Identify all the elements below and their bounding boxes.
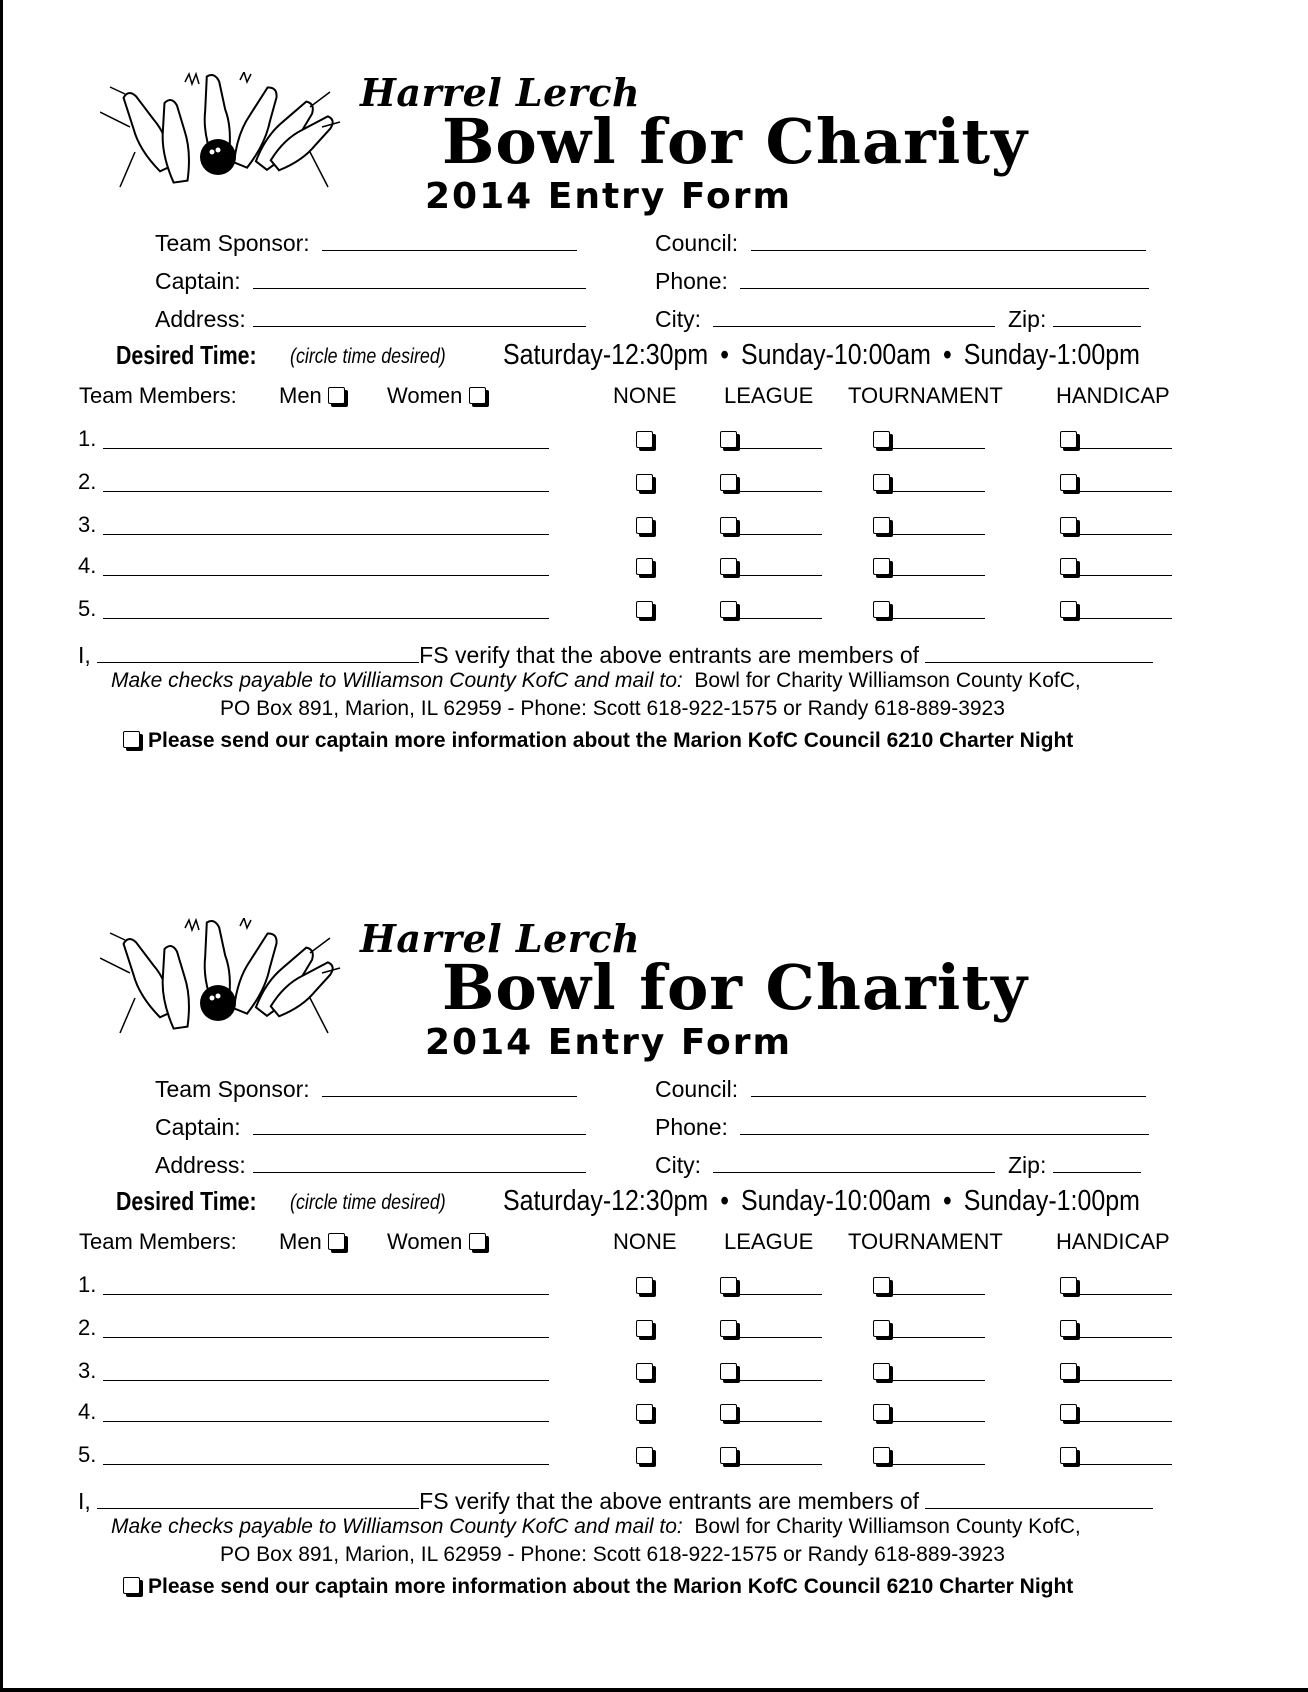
entry-form-2 [0, 846, 1308, 1666]
league-average-line[interactable] [740, 617, 822, 619]
handicap-average-line[interactable] [1080, 1463, 1172, 1465]
tournament-average-line[interactable] [893, 1463, 985, 1465]
bullet-separator: • [720, 1185, 729, 1217]
none-checkbox[interactable] [636, 1320, 653, 1337]
league-checkbox[interactable] [720, 1363, 737, 1380]
bullet-separator: • [942, 1185, 952, 1217]
team-sponsor-field[interactable] [155, 1074, 577, 1103]
city-label: City: [655, 1152, 701, 1178]
men-checkbox-group[interactable] [279, 1229, 345, 1255]
member-name-line[interactable] [103, 447, 549, 449]
league-checkbox[interactable] [720, 1277, 737, 1294]
fs-name-line[interactable] [97, 1486, 419, 1509]
tournament-average-line[interactable] [893, 1379, 985, 1381]
handicap-checkbox[interactable] [1060, 1447, 1077, 1464]
time-option-sunday-100[interactable]: Sunday-1:00pm [963, 339, 1140, 371]
info-request-checkbox[interactable] [123, 1577, 140, 1594]
zip-line[interactable] [1053, 1150, 1141, 1173]
info-request-label: Please send our captain more information about the Marion KofC Council 6210 Charter Night [148, 729, 1074, 752]
city-field[interactable] [655, 304, 995, 333]
city-line[interactable] [713, 1150, 995, 1173]
time-option-saturday-1230[interactable]: Saturday-12:30pm [503, 339, 709, 371]
verification-statement [78, 640, 1153, 669]
council-label: Council: [655, 1076, 739, 1102]
row-number: 1. [78, 426, 97, 451]
mailing-address: PO Box 891, Marion, IL 62959 - Phone: Scott 618-922-1575 or Randy 618-889-3923 [220, 697, 1005, 720]
league-checkbox[interactable] [720, 1320, 737, 1337]
tournament-average-line[interactable] [893, 1336, 985, 1338]
event-subtitle: Harrel Lerch [360, 70, 641, 115]
handicap-checkbox[interactable] [1060, 601, 1077, 618]
handicap-checkbox[interactable] [1060, 1363, 1077, 1380]
men-checkbox-group[interactable] [279, 383, 345, 409]
entry-form-1 [0, 0, 1308, 820]
mailing-address: PO Box 891, Marion, IL 62959 - Phone: Scott 618-922-1575 or Randy 618-889-3923 [220, 1543, 1005, 1566]
tournament-checkbox[interactable] [873, 1363, 890, 1380]
league-average-line[interactable] [740, 574, 822, 576]
address-label: Address: [155, 306, 246, 332]
league-average-line[interactable] [740, 447, 822, 449]
league-checkbox[interactable] [720, 431, 737, 448]
city-label: City: [655, 306, 701, 332]
captain-field[interactable] [155, 1112, 586, 1141]
mailing-italic: Make checks payable to Williamson County KofC and mail to: [111, 1515, 683, 1538]
member-name-line[interactable] [103, 1463, 549, 1465]
mailing-instructions [111, 669, 1081, 693]
mailing-instructions [111, 1515, 1081, 1539]
team-sponsor-label: Team Sponsor: [155, 230, 310, 256]
bowling-pins-strike-icon [100, 918, 350, 1038]
women-checkbox-group[interactable] [387, 383, 486, 409]
league-checkbox[interactable] [720, 474, 737, 491]
member-name-line[interactable] [103, 574, 549, 576]
handicap-average-line[interactable] [1080, 1379, 1172, 1381]
verify-prefix: I, [78, 1488, 91, 1514]
captain-line[interactable] [253, 266, 586, 289]
zip-line[interactable] [1053, 304, 1141, 327]
handicap-average-line[interactable] [1080, 1420, 1172, 1422]
desired-time-options [503, 339, 1140, 372]
team-sponsor-line[interactable] [322, 228, 577, 251]
row-number: 5. [78, 596, 97, 621]
league-average-line[interactable] [740, 533, 822, 535]
league-average-line[interactable] [740, 1463, 822, 1465]
member-name-line[interactable] [103, 1379, 549, 1381]
council-field[interactable] [655, 1074, 1146, 1103]
row-number: 1. [78, 1272, 97, 1297]
tournament-checkbox[interactable] [873, 1320, 890, 1337]
mailing-italic: Make checks payable to Williamson County KofC and mail to: [111, 669, 683, 692]
league-checkbox[interactable] [720, 1404, 737, 1421]
league-checkbox[interactable] [720, 601, 737, 618]
tournament-average-line[interactable] [893, 533, 985, 535]
tournament-average-line[interactable] [893, 490, 985, 492]
desired-time-note: (circle time desired) [290, 345, 446, 368]
league-average-line[interactable] [740, 1293, 822, 1295]
desired-time-options [503, 1185, 1140, 1218]
verify-text: FS verify that the above entrants are members of [419, 1488, 920, 1514]
row-number: 4. [78, 1399, 97, 1424]
phone-label: Phone: [655, 268, 728, 294]
council-line[interactable] [751, 228, 1146, 251]
column-none: NONE [613, 1229, 677, 1254]
team-members-label: Team Members: [79, 1229, 237, 1254]
council-label: Council: [655, 230, 739, 256]
tournament-average-line[interactable] [893, 617, 985, 619]
handicap-checkbox[interactable] [1060, 431, 1077, 448]
mailing-recipient: Bowl for Charity Williamson County KofC, [694, 1515, 1081, 1538]
member-name-line[interactable] [103, 1336, 549, 1338]
column-league: LEAGUE [724, 1229, 814, 1254]
council-field[interactable] [655, 228, 1146, 257]
row-number: 4. [78, 553, 97, 578]
none-checkbox[interactable] [636, 1404, 653, 1421]
team-sponsor-label: Team Sponsor: [155, 1076, 310, 1102]
desired-time-label: Desired Time: [116, 1186, 257, 1216]
tournament-checkbox[interactable] [873, 601, 890, 618]
tournament-average-line[interactable] [893, 1420, 985, 1422]
form-title: 2014 Entry Form [425, 1022, 793, 1063]
page-border-bottom [0, 1688, 1308, 1692]
none-checkbox[interactable] [636, 517, 653, 534]
column-handicap: HANDICAP [1056, 383, 1170, 408]
member-name-line[interactable] [103, 490, 549, 492]
captain-line[interactable] [253, 1112, 586, 1135]
info-request[interactable] [123, 729, 1073, 753]
handicap-average-line[interactable] [1080, 533, 1172, 535]
handicap-checkbox[interactable] [1060, 1277, 1077, 1294]
member-name-line[interactable] [103, 1420, 549, 1422]
handicap-checkbox[interactable] [1060, 1320, 1077, 1337]
council-membership-line[interactable] [925, 1486, 1153, 1509]
tournament-checkbox[interactable] [873, 1277, 890, 1294]
row-number: 3. [78, 512, 97, 537]
row-number: 5. [78, 1442, 97, 1467]
phone-field[interactable] [655, 266, 1149, 295]
league-average-line[interactable] [740, 1379, 822, 1381]
time-option-sunday-100[interactable]: Sunday-1:00pm [963, 1185, 1140, 1217]
handicap-average-line[interactable] [1080, 574, 1172, 576]
none-checkbox[interactable] [636, 431, 653, 448]
men-checkbox[interactable] [328, 387, 345, 404]
tournament-checkbox[interactable] [873, 558, 890, 575]
none-checkbox[interactable] [636, 1447, 653, 1464]
council-line[interactable] [751, 1074, 1146, 1097]
city-line[interactable] [713, 304, 995, 327]
women-label: Women [387, 1229, 463, 1254]
handicap-checkbox[interactable] [1060, 474, 1077, 491]
women-checkbox-group[interactable] [387, 1229, 486, 1255]
zip-field[interactable] [1008, 1150, 1141, 1179]
time-option-sunday-1000[interactable]: Sunday-10:00am [741, 339, 931, 371]
league-checkbox[interactable] [720, 517, 737, 534]
verify-text: FS verify that the above entrants are members of [419, 642, 920, 668]
captain-label: Captain: [155, 1114, 241, 1140]
info-request-checkbox[interactable] [123, 731, 140, 748]
tournament-average-line[interactable] [893, 447, 985, 449]
city-field[interactable] [655, 1150, 995, 1179]
time-option-saturday-1230[interactable]: Saturday-12:30pm [503, 1185, 709, 1217]
none-checkbox[interactable] [636, 1363, 653, 1380]
team-members-label: Team Members: [79, 383, 237, 408]
handicap-checkbox[interactable] [1060, 517, 1077, 534]
desired-time-note: (circle time desired) [290, 1191, 446, 1214]
league-average-line[interactable] [740, 1420, 822, 1422]
tournament-checkbox[interactable] [873, 517, 890, 534]
member-name-line[interactable] [103, 617, 549, 619]
tournament-average-line[interactable] [893, 1293, 985, 1295]
team-sponsor-line[interactable] [322, 1074, 577, 1097]
handicap-average-line[interactable] [1080, 490, 1172, 492]
handicap-checkbox[interactable] [1060, 1404, 1077, 1421]
address-line[interactable] [253, 304, 586, 327]
men-checkbox[interactable] [328, 1233, 345, 1250]
captain-label: Captain: [155, 268, 241, 294]
none-checkbox[interactable] [636, 558, 653, 575]
none-checkbox[interactable] [636, 601, 653, 618]
women-checkbox[interactable] [469, 387, 486, 404]
column-tournament: TOURNAMENT [848, 1229, 1003, 1254]
form-title: 2014 Entry Form [425, 176, 793, 217]
event-title: Bowl for Charity [442, 951, 1029, 1024]
address-field[interactable] [155, 1150, 586, 1179]
bullet-separator: • [720, 339, 729, 371]
council-membership-line[interactable] [925, 640, 1153, 663]
captain-field[interactable] [155, 266, 586, 295]
zip-field[interactable] [1008, 304, 1141, 333]
zip-label: Zip: [1008, 1152, 1047, 1178]
handicap-average-line[interactable] [1080, 617, 1172, 619]
league-checkbox[interactable] [720, 558, 737, 575]
phone-label: Phone: [655, 1114, 728, 1140]
row-number: 2. [78, 469, 97, 494]
event-title: Bowl for Charity [442, 105, 1029, 178]
info-request-label: Please send our captain more information about the Marion KofC Council 6210 Charter Night [148, 1575, 1074, 1598]
time-option-sunday-1000[interactable]: Sunday-10:00am [741, 1185, 931, 1217]
column-handicap: HANDICAP [1056, 1229, 1170, 1254]
handicap-average-line[interactable] [1080, 1336, 1172, 1338]
tournament-checkbox[interactable] [873, 474, 890, 491]
bullet-separator: • [942, 339, 952, 371]
tournament-average-line[interactable] [893, 574, 985, 576]
phone-line[interactable] [740, 266, 1149, 289]
tournament-checkbox[interactable] [873, 1447, 890, 1464]
women-label: Women [387, 383, 463, 408]
column-tournament: TOURNAMENT [848, 383, 1003, 408]
phone-line[interactable] [740, 1112, 1149, 1135]
tournament-checkbox[interactable] [873, 1404, 890, 1421]
info-request[interactable] [123, 1575, 1073, 1599]
men-label: Men [279, 383, 322, 408]
verify-prefix: I, [78, 642, 91, 668]
row-number: 3. [78, 1358, 97, 1383]
verification-statement [78, 1486, 1153, 1515]
column-none: NONE [613, 383, 677, 408]
mailing-recipient: Bowl for Charity Williamson County KofC, [694, 669, 1081, 692]
desired-time-label: Desired Time: [116, 340, 257, 370]
address-line[interactable] [253, 1150, 586, 1173]
team-sponsor-field[interactable] [155, 228, 577, 257]
league-checkbox[interactable] [720, 1447, 737, 1464]
event-subtitle: Harrel Lerch [360, 916, 641, 961]
member-name-line[interactable] [103, 1293, 549, 1295]
women-checkbox[interactable] [469, 1233, 486, 1250]
handicap-checkbox[interactable] [1060, 558, 1077, 575]
bowling-pins-strike-icon [100, 72, 350, 192]
phone-field[interactable] [655, 1112, 1149, 1141]
zip-label: Zip: [1008, 306, 1047, 332]
league-average-line[interactable] [740, 1336, 822, 1338]
address-label: Address: [155, 1152, 246, 1178]
row-number: 2. [78, 1315, 97, 1340]
fs-name-line[interactable] [97, 640, 419, 663]
none-checkbox[interactable] [636, 474, 653, 491]
tournament-checkbox[interactable] [873, 431, 890, 448]
league-average-line[interactable] [740, 490, 822, 492]
address-field[interactable] [155, 304, 586, 333]
men-label: Men [279, 1229, 322, 1254]
none-checkbox[interactable] [636, 1277, 653, 1294]
handicap-average-line[interactable] [1080, 447, 1172, 449]
handicap-average-line[interactable] [1080, 1293, 1172, 1295]
column-league: LEAGUE [724, 383, 814, 408]
member-name-line[interactable] [103, 533, 549, 535]
